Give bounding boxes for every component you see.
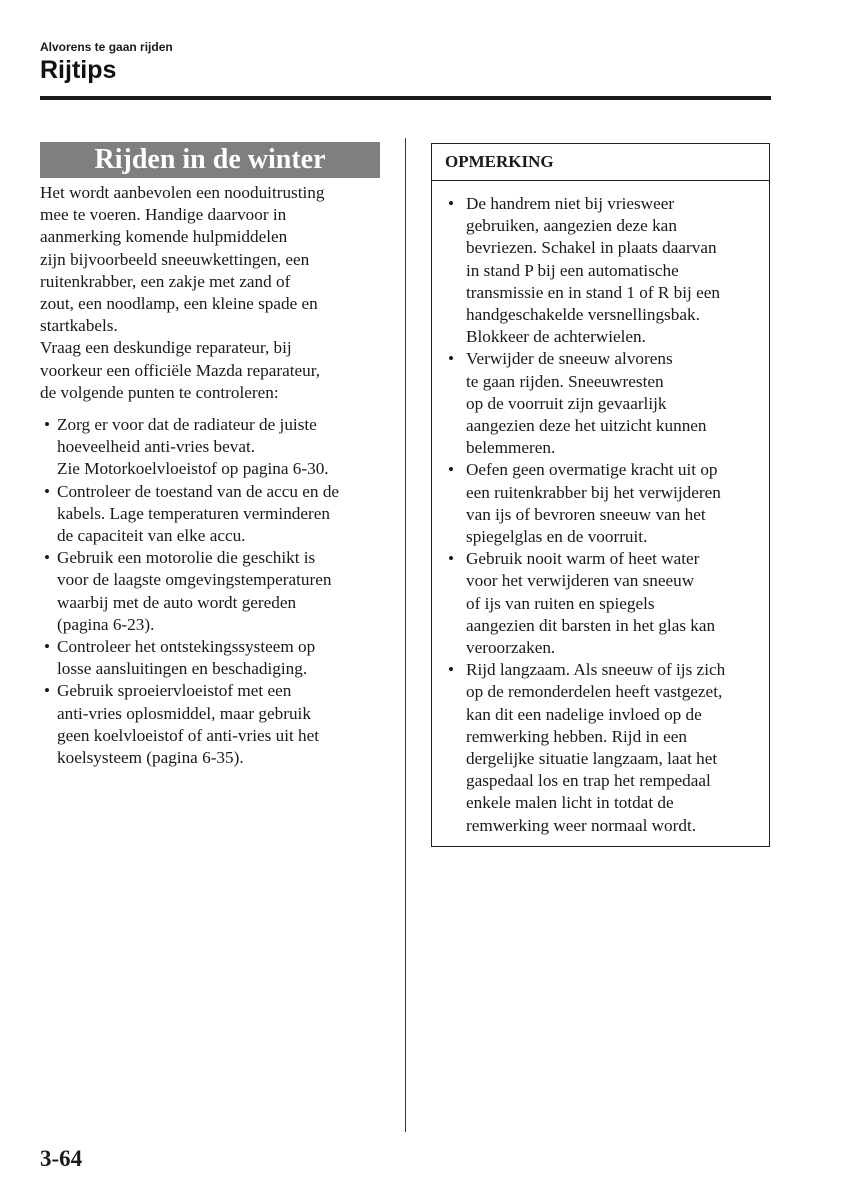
note-list-line: belemmeren. [466,438,556,458]
check-list-item [40,481,390,548]
bullet-icon: • [448,460,455,480]
header-rule [40,96,771,100]
breadcrumb: Alvorens te gaan rijden [40,40,173,54]
check-list-item [40,414,390,481]
bullet-icon: • [44,637,51,657]
bullet-icon: • [448,549,455,569]
check-list-line: Gebruik sproeiervloeistof met een [57,681,292,701]
column-divider [405,138,406,1132]
note-list-line: op de remonderdelen heeft vastgezet, [466,682,723,702]
note-list-line: van ijs of bevroren sneeuw van het [466,504,706,524]
section-heading: Rijden in de winter [40,142,380,178]
bullet-icon: • [448,194,455,213]
bullet-icon: • [448,660,455,680]
note-list-line: dergelijke situatie langzaam, laat het [466,749,718,769]
intro-line: voorkeur een officiële Mazda reparateur, [40,360,321,380]
note-box [431,143,770,847]
check-list-line: waarbij met de auto wordt gereden [57,592,297,612]
check-list-line: Controleer de toestand van de accu en de [57,481,340,501]
note-list-item [432,459,761,548]
note-list-line: remwerking hebben. Rijd in een [466,726,687,746]
intro-paragraph [40,182,390,404]
check-list-line: Zie Motorkoelvloeistof op pagina 6-30. [57,459,329,479]
check-list-line: (pagina 6-23). [57,614,155,634]
note-list-line: voor het verwijderen van sneeuw [466,571,695,591]
note-list-line: gaspedaal los en trap het rempedaal [466,771,711,791]
note-list-line: handgeschakelde versnellingsbak. [466,305,700,325]
note-list-line: remwerking weer normaal wordt. [466,815,697,835]
check-list-line: koelsysteem (pagina 6-35). [57,748,244,768]
intro-line: de volgende punten te controleren: [40,382,279,402]
chapter-title: Rijtips [40,56,117,84]
left-column [40,182,390,769]
check-list-line: anti-vries oplosmiddel, maar gebruik [57,703,311,723]
check-list-line: Controleer het ontstekingssysteem op [57,637,316,657]
check-list-line: losse aansluitingen en beschadiging. [57,659,308,679]
intro-line: Het wordt aanbevolen een nooduitrusting [40,183,325,202]
note-list-line: aangezien dit barsten in het glas kan [466,615,716,635]
check-list-line: voor de laagste omgevingstemperaturen [57,570,332,590]
bullet-icon: • [44,481,51,501]
check-list-line: geen koelvloeistof of anti-vries uit het [57,725,320,745]
intro-line: zijn bijvoorbeeld sneeuwkettingen, een [40,249,310,269]
bullet-icon: • [44,415,51,435]
note-list-line: gebruiken, aangezien deze kan [466,216,677,236]
intro-line: ruitenkrabber, een zakje met zand of [40,271,291,291]
note-list-line: op de voorruit zijn gevaarlijk [466,393,667,413]
check-list-line: de capaciteit van elke accu. [57,526,246,546]
note-list-line: in stand P bij een automatische [466,260,679,280]
check-list [40,414,390,769]
note-list-line: bevriezen. Schakel in plaats daarvan [466,238,717,258]
check-list-line: kabels. Lage temperaturen verminderen [57,503,330,523]
check-list-item [40,636,390,680]
note-list-line: te gaan rijden. Sneeuwresten [466,371,664,391]
note-list-line: Blokkeer de achterwielen. [466,327,646,347]
note-list-line: Verwijder de sneeuw alvorens [466,349,673,369]
note-list-item [432,193,761,348]
intro-line: mee te voeren. Handige daarvoor in [40,205,287,225]
check-list-line: Zorg er voor dat de radiateur de juiste [57,415,317,435]
note-list-line: aangezien deze het uitzicht kunnen [466,416,707,436]
check-list-line: Gebruik een motorolie die geschikt is [57,548,316,568]
intro-line: Vraag een deskundige reparateur, bij [40,338,292,358]
note-list-line: De handrem niet bij vriesweer [466,194,675,213]
note-list-line: enkele malen licht in totdat de [466,793,674,813]
note-list-line: veroorzaken. [466,638,556,658]
check-list-item [40,680,390,769]
note-list-item [432,348,761,459]
note-list-line: Gebruik nooit warm of heet water [466,549,700,569]
note-list-item [432,548,761,659]
intro-line: startkabels. [40,316,118,336]
intro-line: zout, een noodlamp, een kleine spade en [40,294,318,314]
note-list-line: kan dit een nadelige invloed op de [466,704,702,724]
page-number: 3-64 [40,1146,83,1171]
bullet-icon: • [448,349,455,369]
check-list-line: hoeveelheid anti-vries bevat. [57,437,256,457]
note-list-line: spiegelglas en de voorruit. [466,527,648,547]
note-list-line: transmissie en in stand 1 of R bij een [466,282,720,302]
note-list-line: Oefen geen overmatige kracht uit op [466,460,718,480]
check-list-item [40,547,390,636]
bullet-icon: • [44,681,51,701]
bullet-icon: • [44,548,51,568]
note-list-item [432,659,761,837]
note-list-line: of ijs van ruiten en spiegels [466,593,655,613]
note-list [432,181,769,837]
note-title: OPMERKING [432,144,769,181]
note-list-line: een ruitenkrabber bij het verwijderen [466,482,721,502]
note-list-line: Rijd langzaam. Als sneeuw of ijs zich [466,660,726,680]
intro-line: aanmerking komende hulpmiddelen [40,227,288,247]
